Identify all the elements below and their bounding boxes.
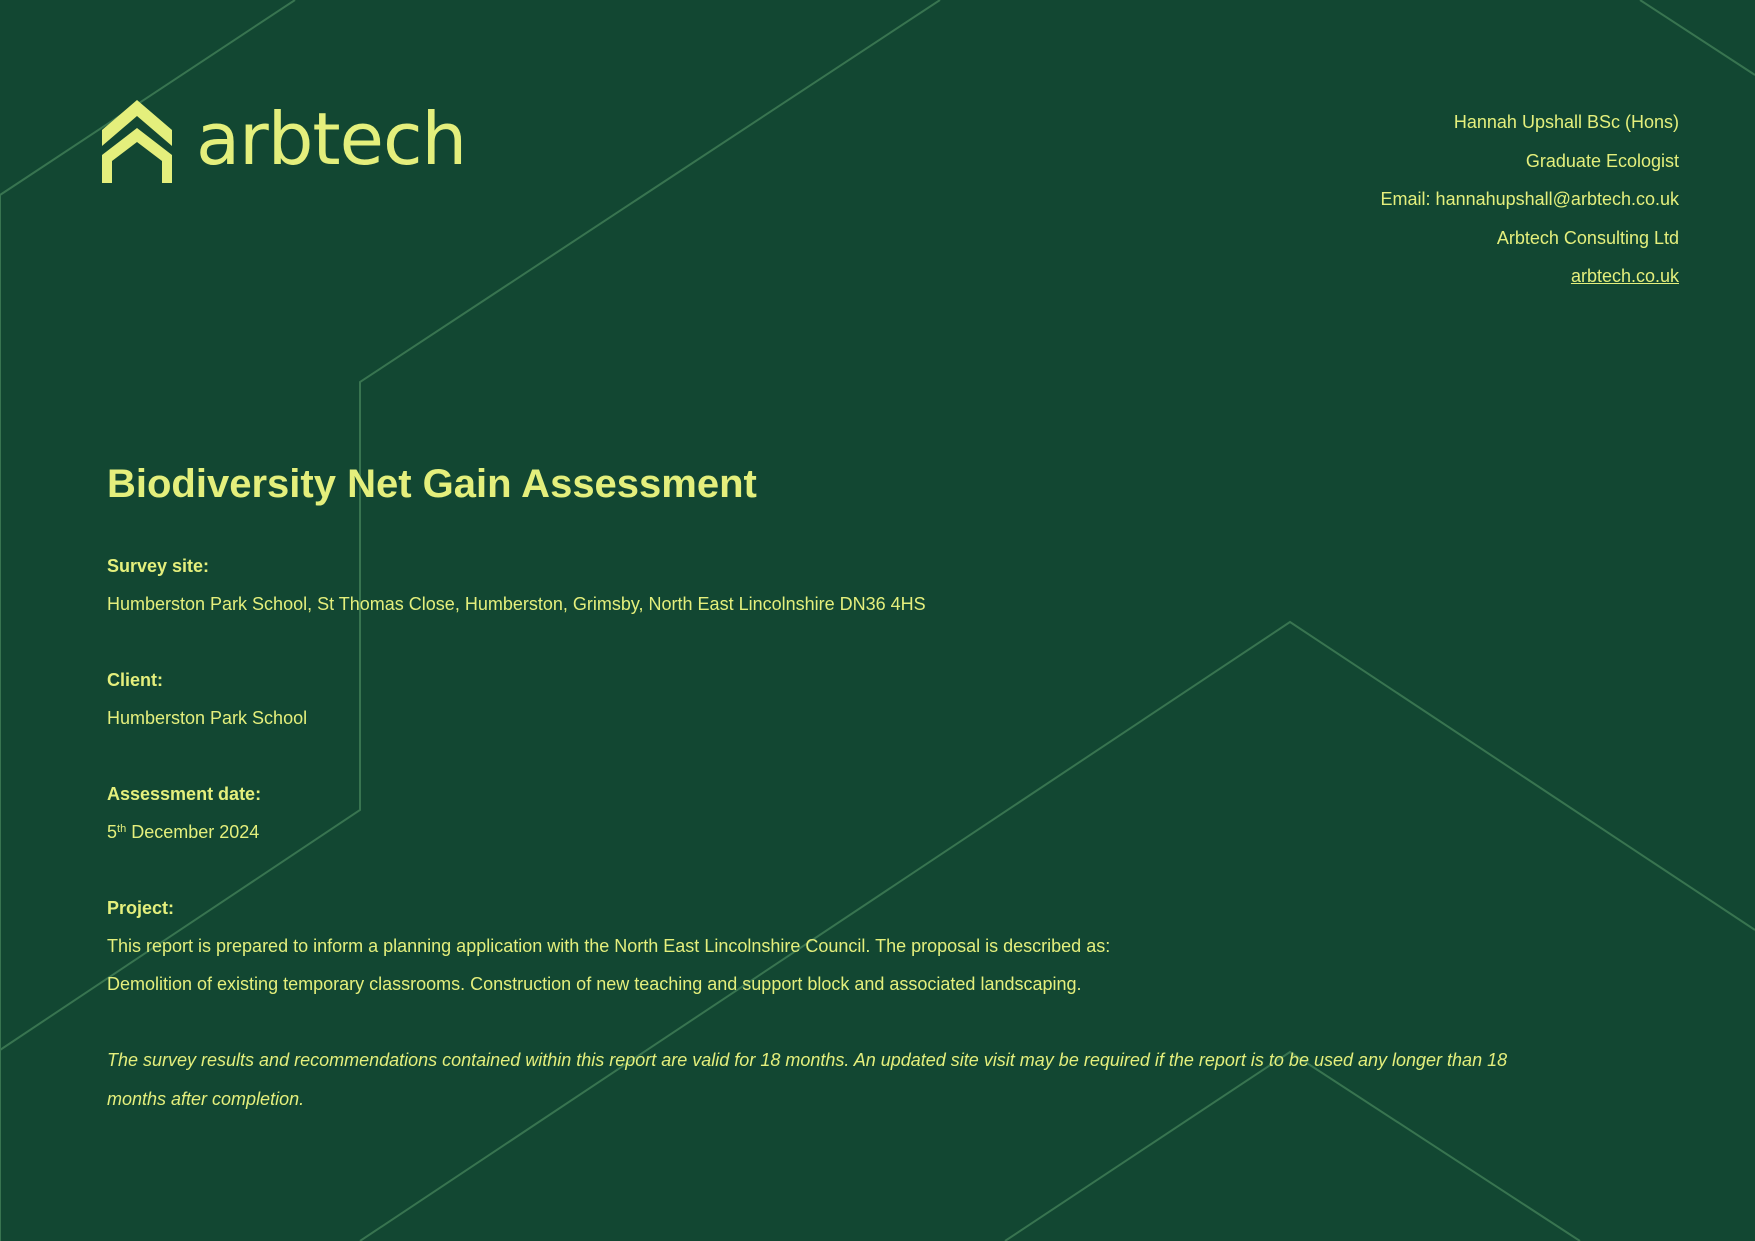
survey-site-label: Survey site: (107, 556, 210, 576)
arbtech-logo (102, 96, 467, 183)
contact-email: Email: hannahupshall@arbtech.co.uk (1380, 189, 1679, 209)
report-main (107, 455, 1587, 1118)
project-label: Project: (107, 898, 175, 918)
project-line-2: Demolition of existing temporary classrooms. Construction of new teaching and support block and associated landscaping. (107, 974, 1082, 994)
project-line-1: This report is prepared to inform a planning application with the North East Lincolnshire Council. The proposal is described as: (107, 936, 1111, 956)
assessment-date-suffix: th (117, 823, 127, 835)
assessment-date-value (107, 813, 1587, 851)
assessment-date-section (107, 775, 1587, 851)
assessment-date-rest: December 2024 (126, 822, 260, 842)
assessment-date-label: Assessment date: (107, 784, 262, 804)
contact-name: Hannah Upshall BSc (Hons) (1453, 112, 1679, 132)
client-label: Client: (107, 670, 163, 690)
contact-role: Graduate Ecologist (1525, 150, 1679, 171)
arbtech-chevron-logo-icon (102, 100, 172, 183)
logo-wordmark: arbtech (196, 96, 467, 181)
client-value: Humberston Park School (107, 708, 308, 728)
client-section (107, 661, 1587, 737)
survey-site-value: Humberston Park School, St Thomas Close, Humberston, Grimsby, North East Lincolnshire DN36 4HS (107, 594, 926, 614)
page-title: Biodiversity Net Gain Assessment (107, 462, 757, 506)
website-link[interactable]: arbtech.co.uk (1570, 266, 1679, 286)
contact-block (1381, 103, 1679, 296)
project-section (107, 889, 1587, 1003)
assessment-date-day: 5 (107, 822, 118, 842)
survey-site-section (107, 547, 1587, 623)
contact-company: Arbtech Consulting Ltd (1496, 227, 1679, 248)
validity-note: The survey results and recommendations contained within this report are valid for 18 months. An updated site visit may be required if the report is to be used any longer than 18 months after completion. (107, 1050, 1508, 1109)
